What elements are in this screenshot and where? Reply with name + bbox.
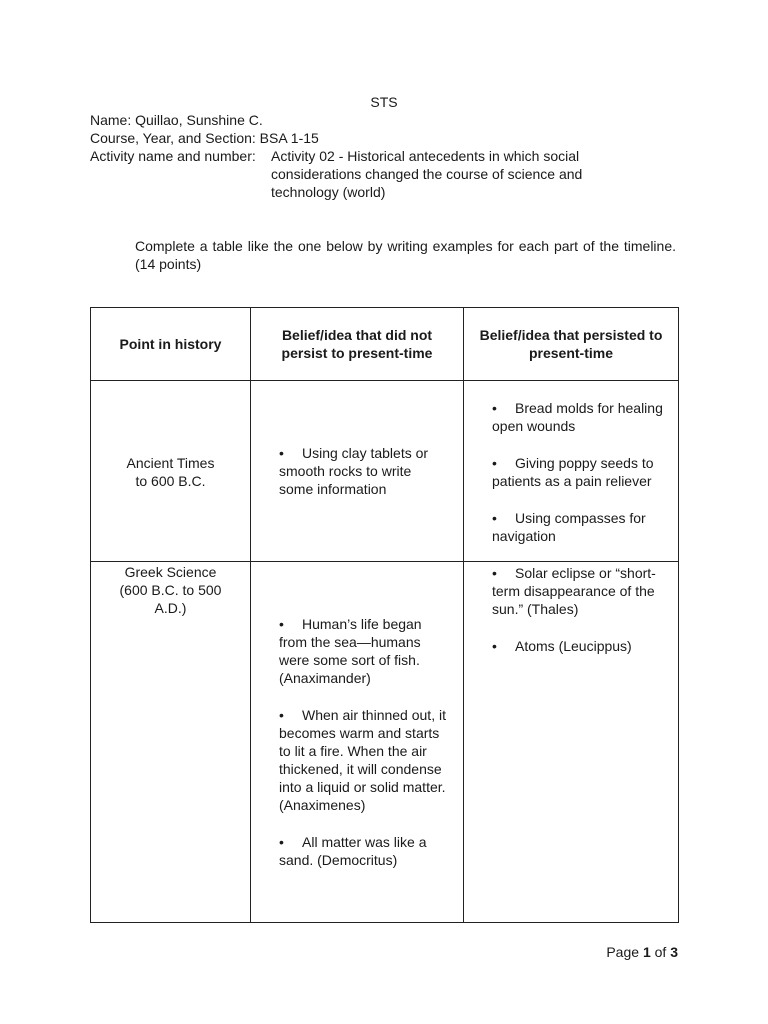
activity-value [271,147,631,201]
course-line: Course, Year, and Section: BSA 1-15 [90,130,319,146]
period-label-line: (600 B.C. to 500 [119,582,222,598]
activity-value-line: technology (world) [271,184,386,200]
bullet-glyph: • [492,565,497,581]
table-row [91,381,679,562]
activity-label: Activity name and number: [90,148,256,164]
persisted-cell [464,562,679,923]
column-header-persisted: Belief/idea that persisted to present-time [464,308,679,381]
timeline-table [90,307,679,923]
current-page-number: 1 [642,944,651,960]
not-persisted-cell [251,562,464,923]
bullet-glyph: • [279,707,284,723]
list-item: • Human’s life began from the sea—humans were some sort of fish. (Anaximander) [279,616,422,686]
period-label-line: Ancient Times [126,455,215,471]
period-cell [91,562,251,923]
list-item: • Giving poppy seeds to patients as a pain reliever [492,455,654,489]
page-number-footer [606,943,678,961]
bullet-glyph: • [279,616,284,632]
column-header-point-in-history: Point in history [91,308,251,381]
bullet-glyph: • [279,834,284,850]
page-label: Page [606,944,640,960]
bullet-glyph: • [492,638,497,654]
list-item: • Atoms (Leucippus) [492,638,632,654]
activity-value-line: Activity 02 - Historical antecedents in which social [271,148,580,164]
list-item: • Solar eclipse or “short-term disappearance of the sun.” (Thales) [492,565,656,617]
total-pages-number: 3 [670,944,678,960]
table-header-row [91,308,679,381]
list-item: • Using clay tablets or smooth rocks to write some information [279,445,429,497]
instructions-paragraph: Complete a table like the one below by writing examples for each part of the timeline. (14 points) [135,238,676,272]
student-name-line: Name: Quillao, Sunshine C. [90,112,263,128]
period-label-line: to 600 B.C. [135,473,206,489]
list-item: • Bread molds for healing open wounds [492,400,663,434]
not-persisted-cell [251,381,464,562]
table-row [91,562,679,923]
column-header-not-persisted: Belief/idea that did not persist to present-time [251,308,464,381]
bullet-glyph: • [492,400,497,416]
list-item: • All matter was like a sand. (Democritus) [279,834,427,868]
bullet-glyph: • [492,455,497,471]
of-label: of [654,944,667,960]
document-title: STS [370,94,398,110]
bullet-glyph: • [279,445,284,461]
period-label-line: Greek Science [124,564,217,580]
list-item: • Using compasses for navigation [492,510,646,544]
list-item: • When air thinned out, it becomes warm and starts to lit a fire. When the air thickened, it will condense into a liquid or solid matter. (Anaximenes) [279,707,446,813]
persisted-cell [464,381,679,562]
activity-value-line: considerations changed the course of science and [271,166,583,182]
period-label-line: A.D.) [154,600,187,616]
bullet-glyph: • [492,510,497,526]
period-cell [91,381,251,562]
